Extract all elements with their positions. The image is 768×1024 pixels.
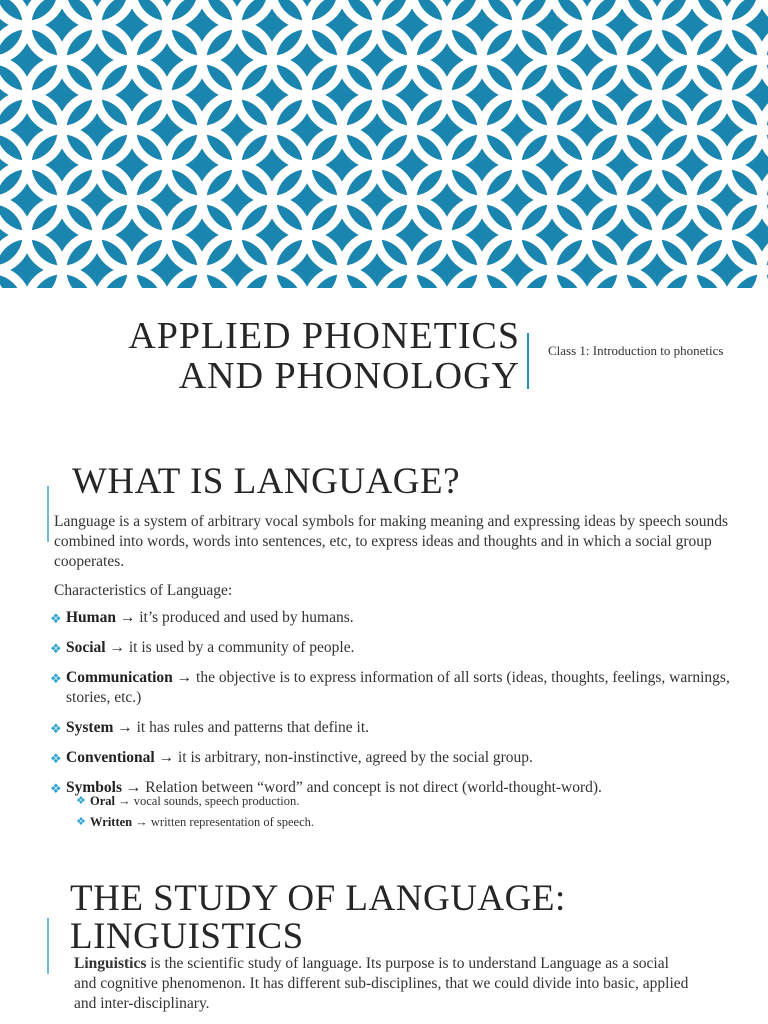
item-desc: vocal sounds, speech production. (133, 794, 300, 808)
item-desc: it’s produced and used by humans. (139, 609, 354, 626)
item-term: Social (66, 639, 106, 656)
item-term: Oral (90, 794, 115, 808)
item-desc: it is used by a community of people. (128, 639, 355, 656)
slide2-title: WHAT IS LANGUAGE? (72, 461, 461, 502)
diamond-bullet-icon: ❖ (50, 611, 62, 626)
characteristics-heading: Characteristics of Language: (54, 582, 233, 599)
arrow-icon: → (176, 669, 193, 686)
item-term: Communication (66, 669, 173, 686)
list-item (74, 813, 748, 831)
diamond-bullet-icon: ❖ (50, 781, 62, 796)
item-desc: it has rules and patterns that define it. (136, 719, 370, 736)
title-line-2: AND PHONOLOGY (178, 355, 520, 397)
list-item (48, 748, 748, 768)
item-term: Conventional (66, 749, 155, 766)
decorative-pattern-banner (0, 0, 768, 288)
item-desc: written representation of speech. (150, 815, 315, 829)
linguistics-definition (74, 954, 694, 1014)
title-line-1: APPLIED PHONETICS (128, 315, 520, 357)
slide3-title: THE STUDY OF LANGUAGE: LINGUISTICS (70, 878, 566, 957)
arrow-icon: → (118, 794, 131, 808)
accent-bar (47, 486, 49, 542)
diamond-bullet-icon: ❖ (50, 751, 62, 766)
list-item (48, 718, 748, 738)
diamond-bullet-icon: ❖ (76, 816, 86, 828)
linguistics-body: is the scientific study of language. Its purpose is to understand Language as a social and cognitive phenomenon. It has different sub-disciplines, that we could divide into basic, applied and inter-disciplinary. (74, 955, 689, 1012)
arrow-icon: → (119, 609, 136, 626)
diamond-bullet-icon: ❖ (50, 671, 62, 686)
item-term: System (66, 719, 114, 736)
list-item (48, 608, 748, 628)
list-item (48, 778, 748, 831)
list-item (48, 638, 748, 658)
title-divider (527, 333, 529, 389)
list-item (48, 668, 748, 708)
item-desc: Relation between “word” and concept is not direct (world-thought-word). (145, 779, 602, 796)
linguistics-term: Linguistics (74, 955, 147, 972)
arrow-icon: → (109, 639, 125, 656)
accent-bar (47, 918, 49, 974)
arrow-icon: → (135, 815, 148, 829)
item-term: Symbols (66, 779, 122, 796)
item-term: Human (66, 609, 116, 626)
diamond-bullet-icon: ❖ (50, 721, 62, 736)
language-definition: Language is a system of arbitrary vocal symbols for making meaning and expressing ideas by speech sounds combined into words, words into sentences, etc, to express ideas and thoughts and in which a social group cooperates. (54, 513, 729, 570)
arrow-icon: → (158, 749, 175, 766)
arrow-icon: → (117, 719, 133, 736)
slide1-subtitle: Class 1: Introduction to phonetics (548, 343, 724, 358)
diamond-bullet-icon: ❖ (50, 641, 62, 656)
slide1-title (0, 316, 520, 396)
item-desc: the objective is to express information of all sorts (ideas, thoughts, feelings, warnings, stories, etc.) (66, 669, 730, 706)
symbols-sublist (66, 792, 748, 831)
diamond-bullet-icon: ❖ (76, 795, 86, 807)
arrow-icon: → (125, 779, 142, 796)
item-desc: it is arbitrary, non-instinctive, agreed by the social group. (177, 749, 533, 766)
characteristics-list (48, 608, 748, 841)
list-item (74, 792, 748, 810)
item-term: Written (90, 815, 133, 829)
